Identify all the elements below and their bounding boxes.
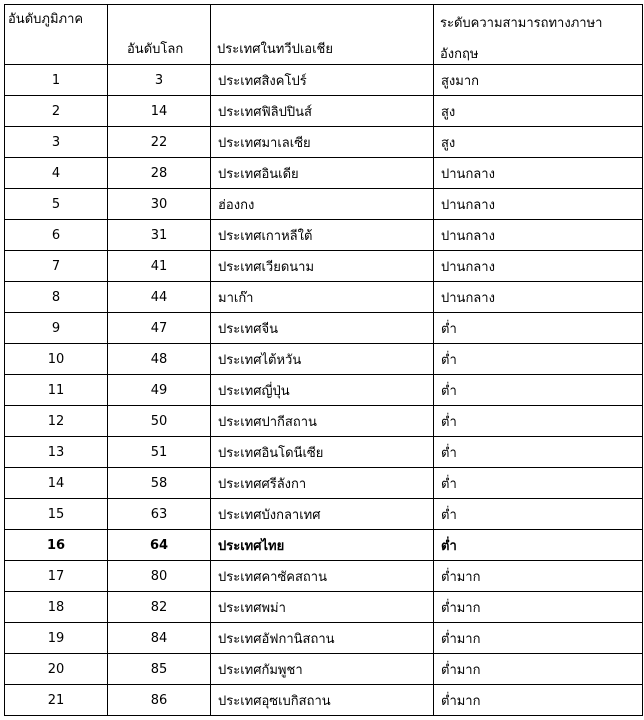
cell-proficiency-level: ต่ำมาก bbox=[434, 623, 643, 654]
cell-world-rank: 80 bbox=[108, 561, 211, 592]
cell-country: ประเทศคาซัคสถาน bbox=[211, 561, 434, 592]
cell-country: ประเทศกัมพูชา bbox=[211, 654, 434, 685]
cell-regional-rank: 13 bbox=[5, 437, 108, 468]
table-row bbox=[5, 127, 643, 158]
cell-world-rank: 85 bbox=[108, 654, 211, 685]
table-row bbox=[5, 375, 643, 406]
table-row bbox=[5, 282, 643, 313]
cell-regional-rank: 12 bbox=[5, 406, 108, 437]
cell-proficiency-level: ต่ำมาก bbox=[434, 654, 643, 685]
cell-proficiency-level: ต่ำ bbox=[434, 530, 643, 561]
cell-proficiency-level: ปานกลาง bbox=[434, 158, 643, 189]
cell-country: ประเทศญี่ปุ่น bbox=[211, 375, 434, 406]
cell-proficiency-level: ต่ำ bbox=[434, 375, 643, 406]
cell-world-rank: 84 bbox=[108, 623, 211, 654]
cell-world-rank: 49 bbox=[108, 375, 211, 406]
cell-world-rank: 86 bbox=[108, 685, 211, 716]
cell-world-rank: 48 bbox=[108, 344, 211, 375]
table-row bbox=[5, 158, 643, 189]
header-country bbox=[211, 5, 434, 65]
cell-regional-rank: 8 bbox=[5, 282, 108, 313]
table-row bbox=[5, 251, 643, 282]
table-row bbox=[5, 437, 643, 468]
cell-country: ฮ่องกง bbox=[211, 189, 434, 220]
cell-regional-rank: 9 bbox=[5, 313, 108, 344]
table-row bbox=[5, 96, 643, 127]
cell-country: ประเทศอัฟกานิสถาน bbox=[211, 623, 434, 654]
cell-country: ประเทศบังกลาเทศ bbox=[211, 499, 434, 530]
cell-country: ประเทศไต้หวัน bbox=[211, 344, 434, 375]
cell-country: ประเทศเวียดนาม bbox=[211, 251, 434, 282]
cell-country: ประเทศไทย bbox=[211, 530, 434, 561]
table-row bbox=[5, 685, 643, 716]
cell-world-rank: 31 bbox=[108, 220, 211, 251]
cell-world-rank: 28 bbox=[108, 158, 211, 189]
cell-world-rank: 63 bbox=[108, 499, 211, 530]
cell-country: ประเทศจีน bbox=[211, 313, 434, 344]
cell-country: มาเก๊า bbox=[211, 282, 434, 313]
cell-regional-rank: 16 bbox=[5, 530, 108, 561]
cell-proficiency-level: ต่ำ bbox=[434, 344, 643, 375]
table-row bbox=[5, 530, 643, 561]
cell-regional-rank: 5 bbox=[5, 189, 108, 220]
table-row bbox=[5, 561, 643, 592]
cell-world-rank: 58 bbox=[108, 468, 211, 499]
table-row bbox=[5, 592, 643, 623]
header-country-label: ประเทศในทวีปเอเชีย bbox=[217, 42, 333, 57]
table-row bbox=[5, 468, 643, 499]
cell-country: ประเทศศรีลังกา bbox=[211, 468, 434, 499]
cell-regional-rank: 15 bbox=[5, 499, 108, 530]
table-row bbox=[5, 499, 643, 530]
cell-world-rank: 64 bbox=[108, 530, 211, 561]
cell-regional-rank: 2 bbox=[5, 96, 108, 127]
table-row bbox=[5, 344, 643, 375]
cell-regional-rank: 6 bbox=[5, 220, 108, 251]
table-row bbox=[5, 654, 643, 685]
cell-regional-rank: 17 bbox=[5, 561, 108, 592]
cell-proficiency-level: ต่ำมาก bbox=[434, 685, 643, 716]
cell-world-rank: 82 bbox=[108, 592, 211, 623]
cell-proficiency-level: ต่ำ bbox=[434, 313, 643, 344]
cell-proficiency-level: ต่ำ bbox=[434, 437, 643, 468]
cell-regional-rank: 19 bbox=[5, 623, 108, 654]
cell-proficiency-level: ปานกลาง bbox=[434, 282, 643, 313]
cell-country: ประเทศอุซเบกิสถาน bbox=[211, 685, 434, 716]
cell-country: ประเทศเกาหลีใต้ bbox=[211, 220, 434, 251]
cell-world-rank: 22 bbox=[108, 127, 211, 158]
header-regional-rank-label: อันดับภูมิภาค bbox=[8, 12, 84, 27]
cell-country: ประเทศปากีสถาน bbox=[211, 406, 434, 437]
cell-world-rank: 41 bbox=[108, 251, 211, 282]
cell-proficiency-level: สูง bbox=[434, 96, 643, 127]
table-row bbox=[5, 65, 643, 96]
cell-world-rank: 50 bbox=[108, 406, 211, 437]
cell-country: ประเทศอินโดนีเซีย bbox=[211, 437, 434, 468]
cell-regional-rank: 21 bbox=[5, 685, 108, 716]
cell-world-rank: 47 bbox=[108, 313, 211, 344]
cell-proficiency-level: สูง bbox=[434, 127, 643, 158]
cell-world-rank: 14 bbox=[108, 96, 211, 127]
table-body bbox=[5, 65, 643, 716]
cell-regional-rank: 10 bbox=[5, 344, 108, 375]
cell-proficiency-level: สูงมาก bbox=[434, 65, 643, 96]
table-row bbox=[5, 313, 643, 344]
cell-country: ประเทศพม่า bbox=[211, 592, 434, 623]
header-regional-rank bbox=[5, 5, 108, 65]
header-proficiency-line2: อังกฤษ bbox=[440, 47, 479, 62]
cell-proficiency-level: ต่ำมาก bbox=[434, 561, 643, 592]
cell-country: ประเทศอินเดีย bbox=[211, 158, 434, 189]
header-world-rank bbox=[108, 5, 211, 65]
cell-regional-rank: 1 bbox=[5, 65, 108, 96]
cell-regional-rank: 14 bbox=[5, 468, 108, 499]
cell-country: ประเทศมาเลเซีย bbox=[211, 127, 434, 158]
cell-world-rank: 51 bbox=[108, 437, 211, 468]
cell-world-rank: 30 bbox=[108, 189, 211, 220]
table-row bbox=[5, 189, 643, 220]
cell-world-rank: 3 bbox=[108, 65, 211, 96]
table-row bbox=[5, 220, 643, 251]
header-proficiency-level bbox=[434, 5, 643, 65]
cell-regional-rank: 7 bbox=[5, 251, 108, 282]
cell-proficiency-level: ปานกลาง bbox=[434, 220, 643, 251]
table-row bbox=[5, 623, 643, 654]
header-proficiency-line1: ระดับความสามารถทางภาษา bbox=[440, 16, 603, 31]
header-row bbox=[5, 5, 643, 65]
cell-proficiency-level: ต่ำ bbox=[434, 406, 643, 437]
cell-proficiency-level: ต่ำมาก bbox=[434, 592, 643, 623]
cell-regional-rank: 4 bbox=[5, 158, 108, 189]
cell-proficiency-level: ปานกลาง bbox=[434, 189, 643, 220]
cell-proficiency-level: ปานกลาง bbox=[434, 251, 643, 282]
cell-world-rank: 44 bbox=[108, 282, 211, 313]
cell-proficiency-level: ต่ำ bbox=[434, 468, 643, 499]
cell-regional-rank: 20 bbox=[5, 654, 108, 685]
english-proficiency-table bbox=[4, 4, 643, 716]
cell-regional-rank: 11 bbox=[5, 375, 108, 406]
header-world-rank-label: อันดับโลก bbox=[127, 42, 184, 57]
table-header bbox=[5, 5, 643, 65]
cell-country: ประเทศสิงคโปร์ bbox=[211, 65, 434, 96]
cell-proficiency-level: ต่ำ bbox=[434, 499, 643, 530]
cell-country: ประเทศฟิลิปปินส์ bbox=[211, 96, 434, 127]
cell-regional-rank: 18 bbox=[5, 592, 108, 623]
table-row bbox=[5, 406, 643, 437]
header-proficiency-level-label bbox=[440, 8, 602, 65]
cell-regional-rank: 3 bbox=[5, 127, 108, 158]
